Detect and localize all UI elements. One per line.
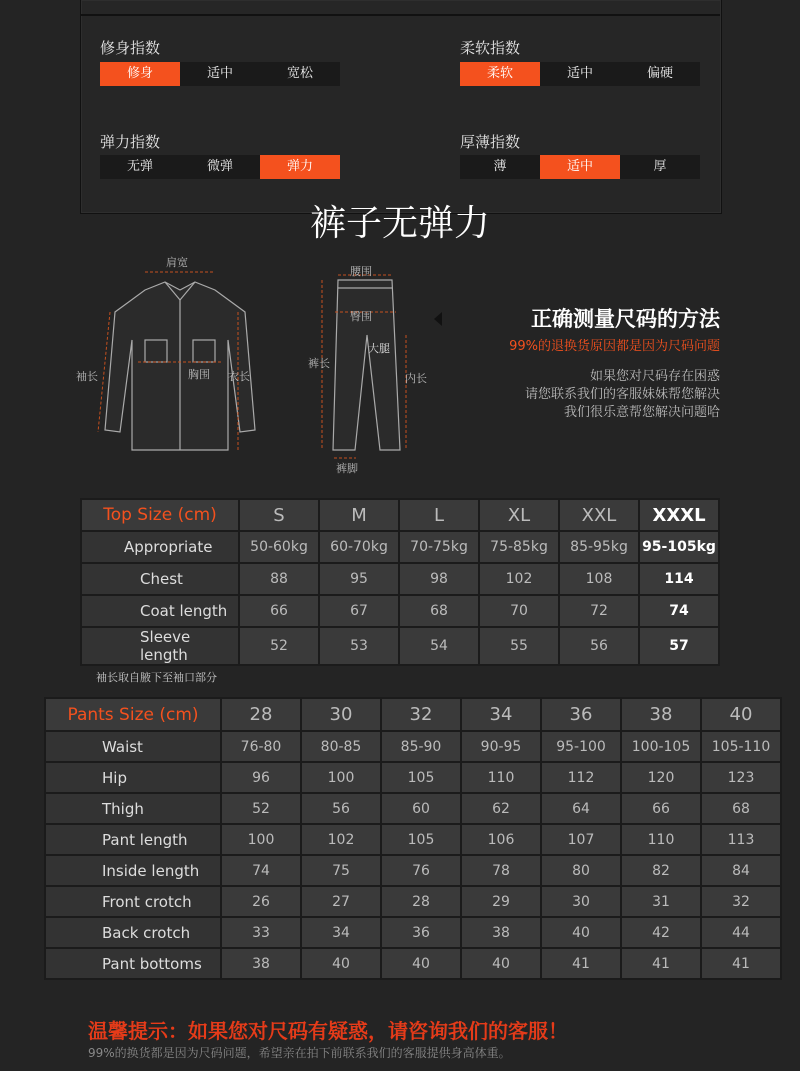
table-cell: 110 bbox=[622, 825, 700, 854]
table-cell: 31 bbox=[622, 887, 700, 916]
table-cell: 80-85 bbox=[302, 732, 380, 761]
fit-index-options bbox=[100, 62, 340, 86]
table-cell: 80 bbox=[542, 856, 620, 885]
measurement-illustration bbox=[70, 250, 410, 480]
row-label: Pant length bbox=[46, 825, 220, 854]
table-cell: 66 bbox=[622, 794, 700, 823]
table-cell: 105 bbox=[382, 825, 460, 854]
table-cell: 26 bbox=[222, 887, 300, 916]
method-line: 我们很乐意帮您解决问题哈 bbox=[563, 405, 720, 420]
table-cell: 38 bbox=[462, 918, 540, 947]
label-pant-bottom: 裤脚 bbox=[336, 462, 358, 475]
table-cell: 52 bbox=[222, 794, 300, 823]
table-cell: 95-105kg bbox=[640, 532, 718, 562]
table-cell: 74 bbox=[222, 856, 300, 885]
softness-index-title: 柔软指数 bbox=[460, 39, 521, 57]
table-row bbox=[82, 564, 718, 594]
table-cell: 36 bbox=[382, 918, 460, 947]
thickness-index-options bbox=[460, 155, 700, 179]
row-label: Pant bottoms bbox=[46, 949, 220, 978]
table-cell: 76-80 bbox=[222, 732, 300, 761]
elasticity-index-title: 弹力指数 bbox=[100, 133, 161, 151]
label-coat-length: 衣长 bbox=[228, 370, 250, 383]
table-cell: 40 bbox=[302, 949, 380, 978]
table-cell: 30 bbox=[542, 887, 620, 916]
table-cell: 67 bbox=[320, 596, 398, 626]
table-cell: 29 bbox=[462, 887, 540, 916]
size-header: XL bbox=[480, 500, 558, 530]
index-option: 厚 bbox=[620, 155, 700, 179]
table-cell: 60 bbox=[382, 794, 460, 823]
table-title: Pants Size (cm) bbox=[46, 699, 220, 730]
table-cell: 68 bbox=[702, 794, 780, 823]
softness-index-options bbox=[460, 62, 700, 86]
size-header: 30 bbox=[302, 699, 380, 730]
index-option: 适中 bbox=[540, 155, 620, 179]
table-cell: 50-60kg bbox=[240, 532, 318, 562]
table-row bbox=[82, 532, 718, 562]
table-cell: 100 bbox=[222, 825, 300, 854]
label-inside-length: 内长 bbox=[405, 372, 427, 385]
size-header: 32 bbox=[382, 699, 460, 730]
table-cell: 90-95 bbox=[462, 732, 540, 761]
table-cell: 40 bbox=[382, 949, 460, 978]
index-option: 适中 bbox=[540, 62, 620, 86]
table-cell: 96 bbox=[222, 763, 300, 792]
table-cell: 41 bbox=[542, 949, 620, 978]
index-option: 弹力 bbox=[260, 155, 340, 179]
shirt-icon bbox=[105, 282, 255, 450]
table-cell: 114 bbox=[640, 564, 718, 594]
thickness-index-title: 厚薄指数 bbox=[460, 133, 521, 151]
table-cell: 106 bbox=[462, 825, 540, 854]
table-cell: 85-90 bbox=[382, 732, 460, 761]
table-cell: 32 bbox=[702, 887, 780, 916]
table-cell: 64 bbox=[542, 794, 620, 823]
method-title: 正确测量尺码的方法 bbox=[531, 307, 720, 331]
size-header: 38 bbox=[622, 699, 700, 730]
row-label: Chest bbox=[82, 564, 238, 594]
table-cell: 72 bbox=[560, 596, 638, 626]
size-header: XXXL bbox=[640, 500, 718, 530]
row-label: Inside length bbox=[46, 856, 220, 885]
sleeve-note: 袖长取自腋下至袖口部分 bbox=[96, 671, 217, 684]
index-option: 偏硬 bbox=[620, 62, 700, 86]
table-title: Top Size (cm) bbox=[82, 500, 238, 530]
row-label: Back crotch bbox=[46, 918, 220, 947]
table-cell: 123 bbox=[702, 763, 780, 792]
table-cell: 100-105 bbox=[622, 732, 700, 761]
row-label: Hip bbox=[46, 763, 220, 792]
label-hip: 臀围 bbox=[350, 310, 372, 323]
table-cell: 34 bbox=[302, 918, 380, 947]
table-cell: 107 bbox=[542, 825, 620, 854]
table-row bbox=[46, 794, 780, 823]
table-cell: 102 bbox=[480, 564, 558, 594]
table-row bbox=[82, 596, 718, 626]
pants-icon bbox=[333, 280, 400, 450]
table-cell: 28 bbox=[382, 887, 460, 916]
row-label: Thigh bbox=[46, 794, 220, 823]
label-sleeve: 袖长 bbox=[76, 370, 98, 383]
table-cell: 52 bbox=[240, 628, 318, 664]
row-label: Front crotch bbox=[46, 887, 220, 916]
size-header: 28 bbox=[222, 699, 300, 730]
table-cell: 100 bbox=[302, 763, 380, 792]
table-cell: 120 bbox=[622, 763, 700, 792]
index-panel bbox=[80, 0, 722, 214]
index-option: 柔软 bbox=[460, 62, 540, 86]
table-cell: 57 bbox=[640, 628, 718, 664]
size-header: 40 bbox=[702, 699, 780, 730]
size-header: L bbox=[400, 500, 478, 530]
table-row bbox=[82, 628, 718, 664]
table-cell: 27 bbox=[302, 887, 380, 916]
row-label: Waist bbox=[46, 732, 220, 761]
table-cell: 62 bbox=[462, 794, 540, 823]
table-row bbox=[46, 856, 780, 885]
label-shoulder: 肩宽 bbox=[166, 256, 188, 269]
table-cell: 84 bbox=[702, 856, 780, 885]
warning-text: 温馨提示：如果您对尺码有疑惑，请咨询我们的客服！ bbox=[88, 1019, 568, 1043]
table-cell: 75-85kg bbox=[480, 532, 558, 562]
table-cell: 53 bbox=[320, 628, 398, 664]
method-line: 如果您对尺码存在困惑 bbox=[589, 369, 720, 384]
table-cell: 38 bbox=[222, 949, 300, 978]
label-thigh: 大腿 bbox=[368, 342, 390, 355]
table-row bbox=[46, 732, 780, 761]
table-row bbox=[46, 887, 780, 916]
label-pant-length: 裤长 bbox=[308, 357, 330, 370]
label-waist: 腰围 bbox=[350, 265, 372, 278]
table-cell: 110 bbox=[462, 763, 540, 792]
footer-note: 99%的换货都是因为尺码问题，希望亲在拍下前联系我们的客服提供身高体重。 bbox=[88, 1046, 511, 1060]
table-cell: 76 bbox=[382, 856, 460, 885]
table-row bbox=[46, 825, 780, 854]
table-cell: 33 bbox=[222, 918, 300, 947]
table-cell: 98 bbox=[400, 564, 478, 594]
table-cell: 56 bbox=[560, 628, 638, 664]
table-cell: 44 bbox=[702, 918, 780, 947]
table-cell: 113 bbox=[702, 825, 780, 854]
table-cell: 40 bbox=[542, 918, 620, 947]
method-subtitle: 99%的退换货原因都是因为尺码问题 bbox=[509, 339, 720, 354]
row-label: Appropriate bbox=[82, 532, 238, 562]
table-row bbox=[46, 763, 780, 792]
table-cell: 105 bbox=[382, 763, 460, 792]
table-cell: 95 bbox=[320, 564, 398, 594]
index-option: 微弹 bbox=[180, 155, 260, 179]
table-cell: 54 bbox=[400, 628, 478, 664]
table-cell: 41 bbox=[622, 949, 700, 978]
divider bbox=[80, 14, 720, 16]
index-option: 宽松 bbox=[260, 62, 340, 86]
index-option: 适中 bbox=[180, 62, 260, 86]
size-header: XXL bbox=[560, 500, 638, 530]
fit-index-title: 修身指数 bbox=[100, 39, 161, 57]
table-cell: 112 bbox=[542, 763, 620, 792]
index-option: 无弹 bbox=[100, 155, 180, 179]
table-cell: 40 bbox=[462, 949, 540, 978]
index-option: 修身 bbox=[100, 62, 180, 86]
table-cell: 85-95kg bbox=[560, 532, 638, 562]
table-cell: 56 bbox=[302, 794, 380, 823]
table-row bbox=[46, 949, 780, 978]
row-label: Coat length bbox=[82, 596, 238, 626]
table-cell: 74 bbox=[640, 596, 718, 626]
table-cell: 42 bbox=[622, 918, 700, 947]
table-cell: 105-110 bbox=[702, 732, 780, 761]
table-row bbox=[46, 918, 780, 947]
row-label: Sleeve length bbox=[82, 628, 238, 664]
table-cell: 82 bbox=[622, 856, 700, 885]
method-line: 请您联系我们的客服妹妹帮您解决 bbox=[524, 387, 720, 402]
table-cell: 88 bbox=[240, 564, 318, 594]
size-header: S bbox=[240, 500, 318, 530]
label-chest: 胸围 bbox=[188, 368, 210, 381]
table-cell: 108 bbox=[560, 564, 638, 594]
size-header: M bbox=[320, 500, 398, 530]
pants-size-table bbox=[44, 697, 782, 980]
table-cell: 55 bbox=[480, 628, 558, 664]
table-cell: 41 bbox=[702, 949, 780, 978]
table-cell: 68 bbox=[400, 596, 478, 626]
top-size-table bbox=[80, 498, 720, 666]
table-cell: 70-75kg bbox=[400, 532, 478, 562]
table-cell: 95-100 bbox=[542, 732, 620, 761]
elasticity-index-options bbox=[100, 155, 340, 179]
index-option: 薄 bbox=[460, 155, 540, 179]
size-header: 36 bbox=[542, 699, 620, 730]
table-cell: 102 bbox=[302, 825, 380, 854]
table-cell: 75 bbox=[302, 856, 380, 885]
headline: 裤子无弹力 bbox=[309, 203, 490, 244]
table-cell: 78 bbox=[462, 856, 540, 885]
table-cell: 70 bbox=[480, 596, 558, 626]
size-header: 34 bbox=[462, 699, 540, 730]
table-cell: 66 bbox=[240, 596, 318, 626]
table-cell: 60-70kg bbox=[320, 532, 398, 562]
